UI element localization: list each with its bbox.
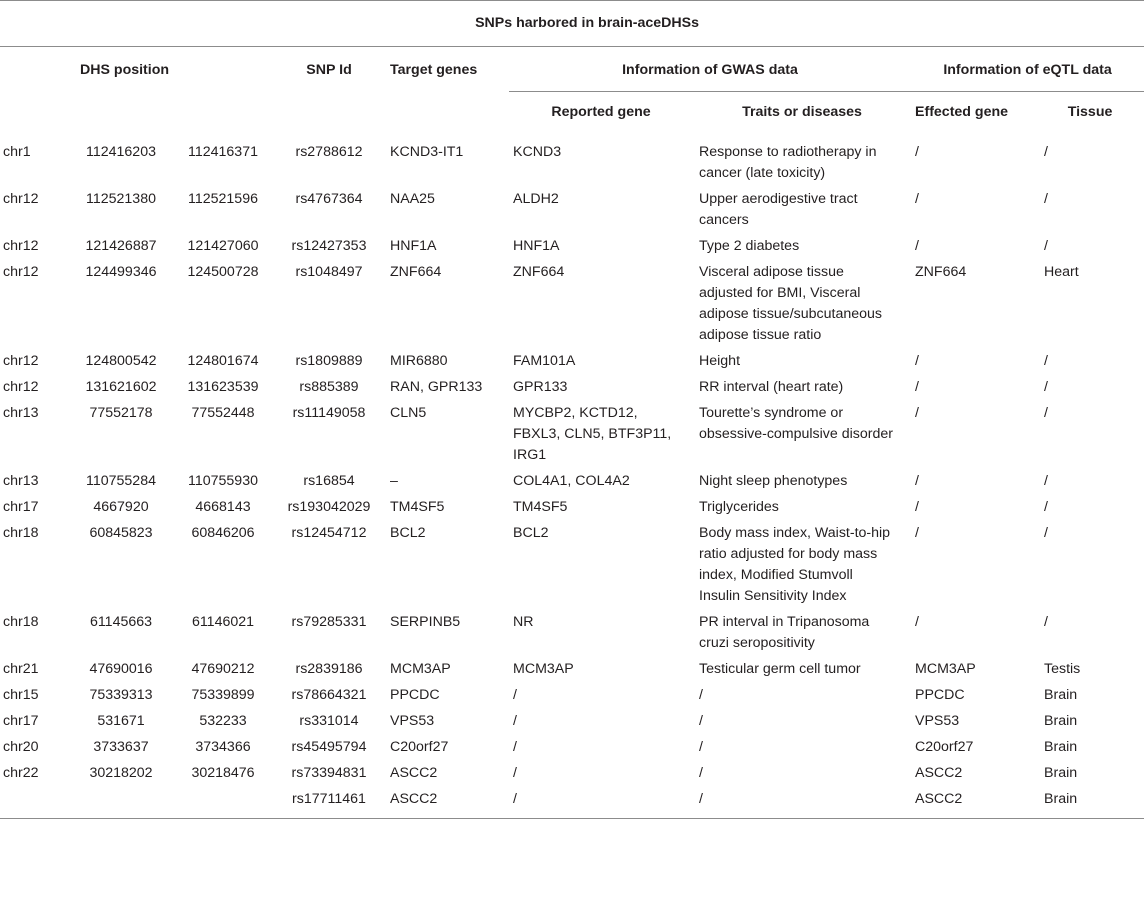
cell-dhs-end: 121427060: [187, 238, 259, 254]
cell-dhs-start: 60845823: [89, 525, 153, 541]
cell-trait: Upper aerodigestive tract cancers: [699, 191, 858, 228]
table-row: [0, 232, 1144, 258]
cell-reported-gene: NR: [513, 614, 534, 630]
cell-effected-gene: /: [915, 473, 919, 489]
table-body: [0, 130, 1144, 819]
cell-tissue: Brain: [1044, 687, 1078, 703]
cell-dhs-end: 3734366: [195, 739, 251, 755]
cell-tissue: Testis: [1044, 661, 1081, 677]
header-row-1: [0, 47, 1144, 92]
cell-dhs-start: 77552178: [89, 405, 153, 421]
cell-chr: chr12: [3, 264, 39, 280]
cell-chr: chr12: [3, 238, 39, 254]
cell-tissue: /: [1044, 144, 1048, 160]
header-end-sub: [172, 92, 274, 131]
table-row: [0, 185, 1144, 232]
cell-effected-gene: /: [915, 405, 919, 421]
cell-target-genes: RAN, GPR133: [390, 379, 483, 395]
cell-tissue: Brain: [1044, 713, 1078, 729]
cell-trait: /: [699, 739, 703, 755]
cell-dhs-end: [172, 785, 274, 819]
cell-dhs-start: 61145663: [89, 614, 153, 630]
header-effected-gene: Effected gene: [915, 104, 1009, 120]
cell-trait: Triglycerides: [699, 499, 779, 515]
table-row: [0, 373, 1144, 399]
cell-target-genes: ASCC2: [390, 765, 438, 781]
cell-snp-id: rs12454712: [291, 525, 367, 541]
cell-snp-id: rs1048497: [295, 264, 363, 280]
cell-dhs-end: 30218476: [191, 765, 255, 781]
cell-snp-id: rs2788612: [295, 144, 363, 160]
cell-trait: PR interval in Tripanosoma cruzi seropositivity: [699, 614, 870, 651]
cell-chr: chr18: [3, 525, 39, 541]
cell-dhs-end: 124801674: [187, 353, 259, 369]
cell-chr: chr15: [3, 687, 39, 703]
cell-snp-id: rs17711461: [274, 785, 384, 819]
title-row: [0, 1, 1144, 47]
cell-chr: chr21: [3, 661, 39, 677]
cell-dhs-end: 60846206: [191, 525, 255, 541]
cell-target-genes: CLN5: [390, 405, 427, 421]
table-row: [0, 655, 1144, 681]
cell-tissue: /: [1044, 238, 1048, 254]
header-chr: [0, 47, 70, 92]
cell-snp-id: rs45495794: [291, 739, 367, 755]
header-reported-gene: Reported gene: [551, 104, 651, 120]
header-traits: Traits or diseases: [742, 104, 862, 120]
cell-reported-gene: /: [513, 713, 517, 729]
cell-tissue: /: [1044, 614, 1048, 630]
cell-target-genes: –: [390, 473, 398, 489]
cell-snp-id: rs12427353: [291, 238, 367, 254]
cell-reported-gene: ZNF664: [513, 264, 565, 280]
cell-target-genes: TM4SF5: [390, 499, 445, 515]
cell-dhs-start: 110755284: [86, 473, 156, 489]
cell-effected-gene: MCM3AP: [915, 661, 976, 677]
cell-reported-gene: /: [509, 785, 693, 819]
table-row: [0, 519, 1144, 608]
cell-snp-id: rs193042029: [287, 499, 371, 515]
cell-reported-gene: /: [513, 739, 517, 755]
cell-reported-gene: GPR133: [513, 379, 568, 395]
header-row-2: [0, 92, 1144, 131]
cell-chr: chr12: [3, 353, 39, 369]
cell-effected-gene: ASCC2: [911, 785, 1036, 819]
cell-effected-gene: ASCC2: [915, 765, 963, 781]
cell-target-genes: MCM3AP: [390, 661, 451, 677]
cell-tissue: /: [1044, 525, 1048, 541]
cell-tissue: /: [1044, 499, 1048, 515]
cell-chr: chr1: [3, 144, 31, 160]
cell-dhs-start: 121426887: [85, 238, 157, 254]
cell-snp-id: rs4767364: [295, 191, 363, 207]
table-row: [0, 733, 1144, 759]
table-row: [0, 707, 1144, 733]
cell-dhs-end: 112521596: [188, 191, 258, 207]
cell-chr: chr17: [3, 499, 39, 515]
cell-chr: [0, 785, 70, 819]
cell-reported-gene: MCM3AP: [513, 661, 574, 677]
table-row: [0, 759, 1144, 785]
cell-reported-gene: MYCBP2, KCTD12, FBXL3, CLN5, BTF3P11, IRG1: [513, 405, 672, 463]
header-target-genes: Target genes: [384, 47, 509, 131]
header-start-sub: [70, 92, 172, 131]
cell-dhs-end: 532233: [199, 713, 247, 729]
cell-dhs-end: 112416371: [188, 144, 258, 160]
cell-reported-gene: COL4A1, COL4A2: [513, 473, 630, 489]
cell-snp-id: rs2839186: [295, 661, 363, 677]
cell-dhs-start: 75339313: [89, 687, 153, 703]
cell-tissue: Brain: [1036, 785, 1144, 819]
cell-trait: Response to radiotherapy in cancer (late toxicity): [699, 144, 877, 181]
cell-tissue: /: [1044, 353, 1048, 369]
cell-target-genes: ZNF664: [390, 264, 442, 280]
cell-effected-gene: /: [915, 353, 919, 369]
header-tissue: Tissue: [1067, 104, 1113, 120]
cell-dhs-start: 124499346: [85, 264, 157, 280]
cell-effected-gene: PPCDC: [915, 687, 965, 703]
cell-dhs-end: 47690212: [191, 661, 255, 677]
cell-snp-id: rs78664321: [291, 687, 367, 703]
cell-effected-gene: /: [915, 191, 919, 207]
cell-dhs-start: [70, 785, 172, 819]
cell-chr: chr12: [3, 379, 39, 395]
cell-dhs-end: 4668143: [195, 499, 251, 515]
cell-trait: Tourette’s syndrome or obsessive-compulsive disorder: [699, 405, 893, 442]
cell-dhs-start: 124800542: [85, 353, 157, 369]
cell-dhs-end: 75339899: [191, 687, 255, 703]
cell-reported-gene: TM4SF5: [513, 499, 568, 515]
cell-target-genes: HNF1A: [390, 238, 437, 254]
header-snp-id: SNP Id: [274, 47, 384, 131]
cell-effected-gene: C20orf27: [915, 739, 974, 755]
cell-effected-gene: /: [915, 238, 919, 254]
cell-dhs-end: 77552448: [191, 405, 255, 421]
cell-dhs-end: 61146021: [191, 614, 255, 630]
cell-trait: /: [693, 785, 911, 819]
cell-snp-id: rs79285331: [291, 614, 367, 630]
table-row: [0, 467, 1144, 493]
cell-reported-gene: ALDH2: [513, 191, 559, 207]
cell-dhs-start: 3733637: [93, 739, 149, 755]
table-row: [0, 399, 1144, 467]
table-row: [0, 608, 1144, 655]
cell-target-genes: ASCC2: [384, 785, 509, 819]
cell-tissue: /: [1044, 191, 1048, 207]
cell-target-genes: PPCDC: [390, 687, 440, 703]
cell-tissue: Brain: [1044, 739, 1078, 755]
cell-tissue: /: [1044, 473, 1048, 489]
cell-chr: chr18: [3, 614, 39, 630]
cell-effected-gene: /: [915, 614, 919, 630]
cell-dhs-start: 112521380: [86, 191, 156, 207]
cell-dhs-end: 131623539: [187, 379, 259, 395]
cell-target-genes: MIR6880: [390, 353, 448, 369]
cell-snp-id: rs16854: [303, 473, 355, 489]
cell-target-genes: BCL2: [390, 525, 426, 541]
cell-chr: chr13: [3, 405, 39, 421]
cell-target-genes: C20orf27: [390, 739, 449, 755]
table-row: [0, 130, 1144, 185]
cell-effected-gene: /: [915, 525, 919, 541]
cell-target-genes: SERPINB5: [390, 614, 461, 630]
cell-reported-gene: /: [513, 765, 517, 781]
cell-snp-id: rs331014: [299, 713, 359, 729]
cell-tissue: Heart: [1044, 264, 1079, 280]
cell-dhs-start: 47690016: [89, 661, 153, 677]
cell-trait: /: [699, 687, 703, 703]
cell-effected-gene: /: [915, 499, 919, 515]
cell-tissue: Brain: [1044, 765, 1078, 781]
cell-reported-gene: /: [513, 687, 517, 703]
table-row: [0, 258, 1144, 347]
cell-chr: chr17: [3, 713, 39, 729]
cell-effected-gene: /: [915, 144, 919, 160]
table-title: SNPs harbored in brain-aceDHSs: [0, 1, 1144, 47]
header-eqtl-group: Information of eQTL data: [911, 47, 1144, 92]
header-dhs-position: DHS position: [70, 47, 274, 92]
cell-reported-gene: HNF1A: [513, 238, 560, 254]
cell-dhs-end: 124500728: [187, 264, 259, 280]
cell-effected-gene: /: [915, 379, 919, 395]
table-row: [0, 681, 1144, 707]
header-chr-sub: [0, 92, 70, 131]
cell-trait: Body mass index, Waist-to-hip ratio adjusted for body mass index, Modified Stumvoll Insulin Sensitivity Index: [699, 525, 891, 604]
cell-snp-id: rs11149058: [292, 405, 366, 421]
cell-dhs-end: 110755930: [188, 473, 258, 489]
cell-target-genes: VPS53: [390, 713, 435, 729]
cell-tissue: /: [1044, 379, 1048, 395]
cell-reported-gene: KCND3: [513, 144, 562, 160]
cell-target-genes: NAA25: [390, 191, 435, 207]
cell-snp-id: rs73394831: [291, 765, 367, 781]
cell-trait: /: [699, 713, 703, 729]
table-row: [0, 347, 1144, 373]
table-row: [0, 785, 1144, 819]
cell-chr: chr22: [3, 765, 39, 781]
cell-chr: chr20: [3, 739, 39, 755]
cell-dhs-start: 531671: [97, 713, 145, 729]
cell-trait: Testicular germ cell tumor: [699, 661, 861, 677]
table-row: [0, 493, 1144, 519]
cell-reported-gene: BCL2: [513, 525, 549, 541]
cell-trait: Height: [699, 353, 741, 369]
cell-snp-id: rs885389: [299, 379, 359, 395]
cell-chr: chr13: [3, 473, 39, 489]
cell-effected-gene: VPS53: [915, 713, 960, 729]
cell-trait: Visceral adipose tissue adjusted for BMI, Visceral adipose tissue/subcutaneous adipose tissue ratio: [699, 264, 882, 343]
cell-dhs-start: 4667920: [93, 499, 149, 515]
cell-trait: /: [699, 765, 703, 781]
cell-snp-id: rs1809889: [295, 353, 363, 369]
cell-effected-gene: ZNF664: [915, 264, 967, 280]
cell-dhs-start: 30218202: [89, 765, 153, 781]
cell-target-genes: KCND3-IT1: [390, 144, 464, 160]
cell-chr: chr12: [3, 191, 39, 207]
cell-trait: Type 2 diabetes: [699, 238, 800, 254]
cell-dhs-start: 131621602: [85, 379, 157, 395]
cell-reported-gene: FAM101A: [513, 353, 576, 369]
cell-tissue: /: [1044, 405, 1048, 421]
cell-dhs-start: 112416203: [86, 144, 156, 160]
header-gwas-group: Information of GWAS data: [509, 47, 911, 92]
cell-trait: Night sleep phenotypes: [699, 473, 848, 489]
cell-trait: RR interval (heart rate): [699, 379, 844, 395]
